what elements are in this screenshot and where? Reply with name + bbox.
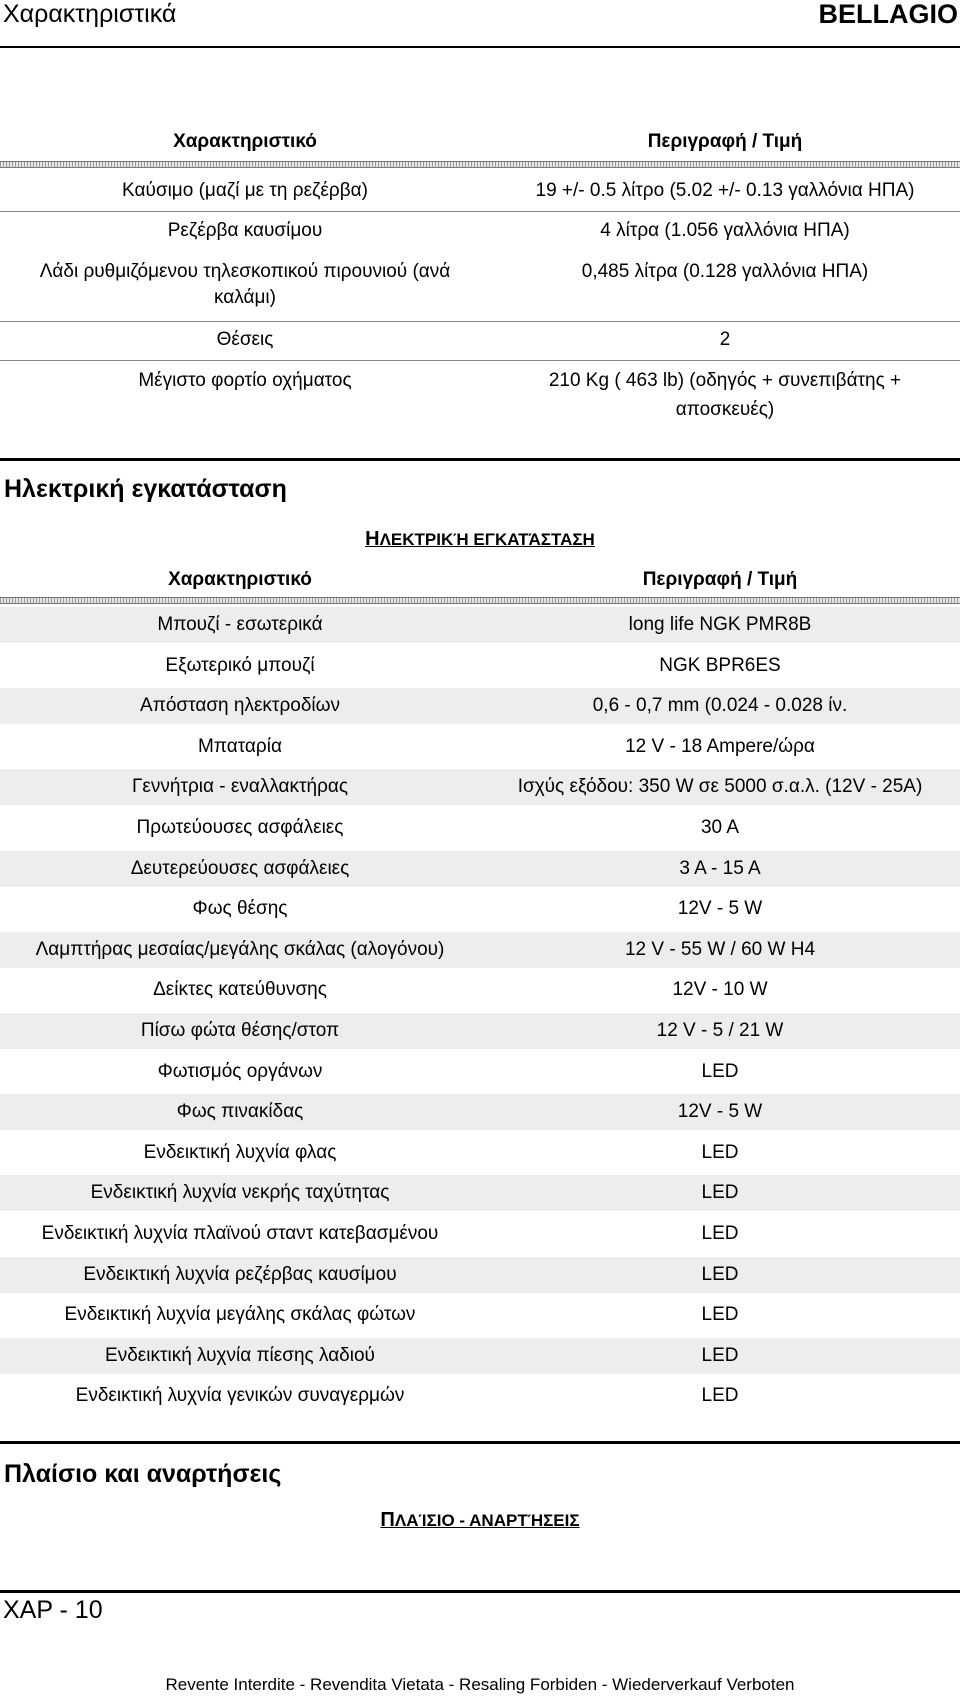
row-value: 30 A — [700, 817, 740, 838]
row-label: Μέγιστο φορτίο οχήματος — [138, 370, 352, 391]
row-divider — [0, 321, 960, 322]
header-rule — [0, 597, 960, 604]
row-label: Πρωτεύουσες ασφάλειες — [136, 817, 344, 838]
heading-initial: Π — [380, 1509, 395, 1531]
row-value: 12V - 10 W — [672, 979, 768, 1001]
row-label: Γεννήτρια - εναλλακτήρας — [131, 776, 349, 798]
row-label: Ενδεικτική λυχνία φλας — [143, 1141, 337, 1163]
row-label: Θέσεις — [216, 329, 274, 350]
row-label: Ενδεικτική λυχνία γενικών συναγερμών — [75, 1385, 405, 1407]
electrical-heading — [0, 528, 960, 551]
row-label: Λάδι ρυθμιζόμενου τηλεσκοπικού πιρουνιού (ανά — [39, 261, 451, 282]
row-label: Φωτισμός οργάνων — [157, 1060, 323, 1082]
section-divider — [0, 458, 960, 461]
row-label: Δευτερεύουσες ασφάλειες — [130, 857, 350, 879]
section-divider — [0, 1441, 960, 1444]
row-value: 3 A - 15 A — [679, 857, 761, 879]
frame-heading — [0, 1509, 960, 1532]
row-value: NGK BPR6ES — [659, 654, 781, 676]
row-value: 19 +/- 0.5 λίτρο (5.02 +/- 0.13 γαλλόνια ΗΠΑ) — [535, 180, 915, 201]
page-header — [0, 0, 960, 48]
row-label: Καύσιμο (μαζί με τη ρεζέρβα) — [122, 180, 368, 201]
row-value: 0,485 λίτρα (0.128 γαλλόνια ΗΠΑ) — [581, 261, 869, 282]
resale-notice: Revente Interdite - Revendita Vietata - Resaling Forbiden - Wiederverkauf Verboten — [165, 1675, 795, 1694]
row-value: 12 V - 5 / 21 W — [656, 1020, 784, 1041]
row-label: Ενδεικτική λυχνία ρεζέρβας καυσίμου — [83, 1263, 397, 1285]
row-value: αποσκευές) — [675, 399, 775, 420]
row-label: Ενδεικτική λυχνία νεκρής ταχύτητας — [90, 1182, 390, 1204]
row-label: καλάμι) — [214, 287, 276, 308]
model-name: BELLAGIO — [818, 0, 958, 29]
row-value: LED — [701, 1263, 739, 1285]
row-label: Μπουζί - εσωτερικά — [157, 614, 323, 635]
row-value: LED — [701, 1223, 739, 1244]
row-value: LED — [701, 1141, 739, 1163]
row-label: Εξωτερικό μπουζί — [165, 654, 315, 676]
row-label: Πίσω φώτα θέσης/στοπ — [140, 1020, 340, 1041]
row-value: 12 V - 55 W / 60 W H4 — [624, 938, 816, 960]
row-value: long life NGK PMR8B — [628, 614, 812, 635]
row-label: Φως θέσης — [192, 898, 288, 920]
row-value: 210 Kg ( 463 lb) (οδηγός + συνεπιβάτης + — [548, 370, 902, 391]
heading-rest: ΛΕΚΤΡΙΚΉ ΕΓΚΑΤΆΣΤΑΣΗ — [379, 530, 595, 549]
column-header-feature: Χαρακτηριστικό — [173, 131, 317, 152]
column-header-value: Περιγραφή / Τιμή — [647, 131, 803, 152]
row-value: 4 λίτρα (1.056 γαλλόνια ΗΠΑ) — [600, 220, 850, 241]
row-value: 12V - 5 W — [677, 1101, 763, 1123]
section-title-frame: Πλαίσιο και αναρτήσεις — [4, 1460, 282, 1488]
row-label: Ενδεικτική λυχνία μεγάλης σκάλας φώτων — [64, 1304, 416, 1326]
heading-rest: ΛΑΊΣΙΟ - ΑΝΑΡΤΉΣΕΙΣ — [394, 1511, 580, 1530]
row-label: Φως πινακίδας — [176, 1101, 304, 1123]
row-label: Ρεζέρβα καυσίμου — [167, 220, 323, 241]
row-value: 0,6 - 0,7 mm (0.024 - 0.028 ίν. — [592, 695, 848, 717]
row-value: Ισχύς εξόδου: 350 W σε 5000 σ.α.λ. (12V - 25A) — [517, 776, 923, 798]
row-label: Δείκτες κατεύθυνσης — [153, 979, 327, 1001]
row-label: Ενδεικτική λυχνία πίεσης λαδιού — [105, 1344, 375, 1366]
row-value: 12 V - 18 Ampere/ώρα — [625, 735, 815, 757]
row-divider — [0, 360, 960, 361]
row-value: LED — [701, 1182, 739, 1204]
column-header-value: Περιγραφή / Τιμή — [642, 569, 798, 590]
row-value: LED — [701, 1060, 739, 1082]
header-rule — [0, 161, 960, 168]
row-value: LED — [701, 1304, 739, 1326]
page-number: ΧΑΡ - 10 — [3, 1596, 103, 1624]
row-label: Απόσταση ηλεκτροδίων — [140, 695, 340, 717]
footer-divider — [0, 1590, 960, 1593]
column-header-feature: Χαρακτηριστικό — [168, 569, 312, 590]
heading-initial: Η — [365, 528, 380, 550]
section-name: Χαρακτηριστικά — [3, 0, 177, 28]
row-label: Μπαταρία — [198, 735, 282, 757]
row-value: LED — [701, 1385, 739, 1407]
row-value: LED — [701, 1344, 739, 1366]
row-value: 12V - 5 W — [677, 898, 763, 920]
row-label: Λαμπτήρας μεσαίας/μεγάλης σκάλας (αλογόνου) — [35, 938, 445, 960]
row-value: 2 — [719, 329, 731, 350]
row-divider — [0, 211, 960, 212]
row-label: Ενδεικτική λυχνία πλαϊνού σταντ κατεβασμένου — [41, 1223, 439, 1244]
section-title-electrical: Ηλεκτρική εγκατάσταση — [4, 475, 287, 503]
